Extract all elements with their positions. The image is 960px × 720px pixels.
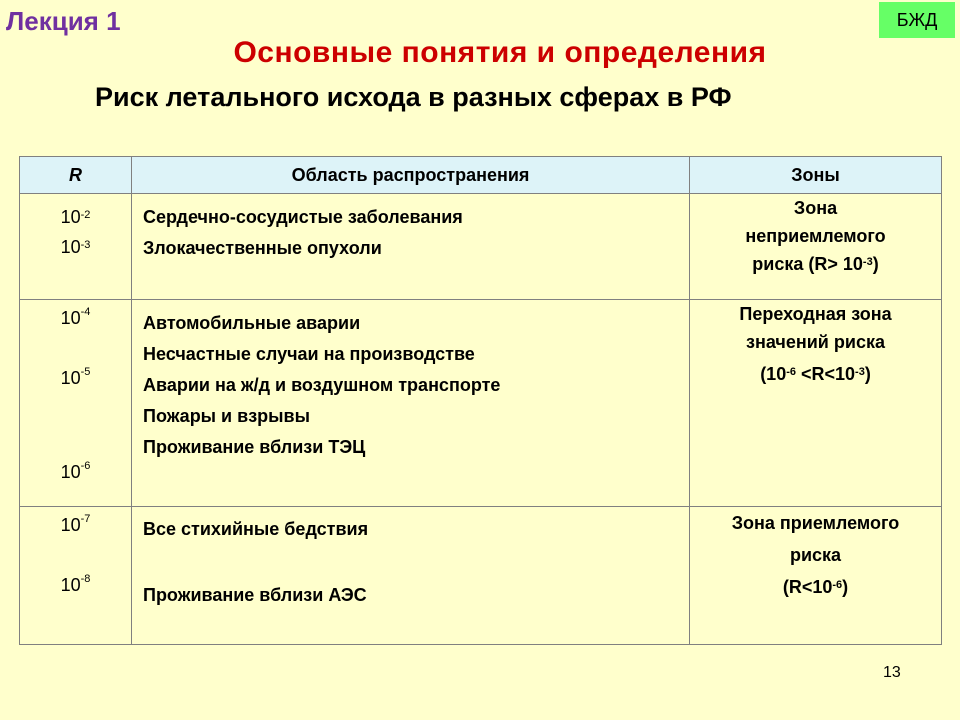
subject-badge: БЖД	[879, 2, 955, 38]
zone-cell	[690, 507, 942, 645]
area-item: Злокачественные опухоли	[143, 238, 382, 258]
r-value: $10^{-6}$	[60, 460, 91, 482]
risk-table	[19, 156, 942, 645]
area-item: Все стихийные бедствия	[143, 519, 369, 539]
area-item: Автомобильные аварии	[143, 313, 361, 333]
area-item: Проживание вблизи АЭС	[143, 585, 367, 605]
zone-formula: $(R<10^{-6})$	[782, 577, 849, 597]
zone-text: риска	[789, 545, 842, 565]
zone-cell	[690, 194, 942, 300]
zone-formula: риска $(R> 10^{-3})$	[752, 254, 879, 274]
zone-text: Переходная зона	[739, 304, 892, 324]
zone-text: Зона приемлемого	[731, 513, 900, 533]
table-row	[20, 194, 942, 300]
lecture-label: Лекция 1	[6, 6, 121, 36]
column-header-zone: Зоны	[690, 157, 942, 194]
area-item: Аварии на ж/д и воздушном транспорте	[143, 375, 501, 395]
zone-text: Зона	[793, 198, 838, 218]
area-cell	[132, 300, 690, 507]
table-row	[20, 507, 942, 645]
r-value: $10^{-4}$	[60, 306, 91, 328]
zone-text: значений риска	[746, 332, 885, 352]
table-row	[20, 300, 942, 507]
r-value: $10^{-7}$	[60, 513, 91, 535]
r-values-cell	[20, 300, 132, 507]
page-title: Основные понятия и определения	[233, 36, 767, 69]
area-cell	[132, 507, 690, 645]
r-values-cell	[20, 507, 132, 645]
area-item: Пожары и взрывы	[143, 406, 310, 426]
table-header-row	[20, 157, 942, 194]
page-subtitle: Риск летального исхода в разных сферах в РФ	[95, 82, 732, 112]
area-item: Несчастные случаи на производстве	[143, 344, 475, 364]
r-values-cell	[20, 194, 132, 300]
area-cell	[132, 194, 690, 300]
column-header-area: Область распространения	[132, 157, 690, 194]
area-item: Проживание вблизи ТЭЦ	[143, 437, 366, 457]
column-header-r: R	[20, 157, 132, 194]
zone-formula: $(10^{-6} <R<10^{-3})$	[760, 364, 871, 384]
page-number: 13	[883, 664, 901, 681]
r-value: $10^{-3}$	[60, 237, 91, 257]
r-value: $10^{-5}$	[60, 366, 91, 388]
zone-cell	[690, 300, 942, 507]
area-item: Сердечно-сосудистые заболевания	[143, 207, 463, 227]
zone-text: неприемлемого	[745, 226, 886, 246]
r-value: $10^{-2}$	[60, 207, 91, 227]
r-value: $10^{-8}$	[60, 573, 91, 595]
